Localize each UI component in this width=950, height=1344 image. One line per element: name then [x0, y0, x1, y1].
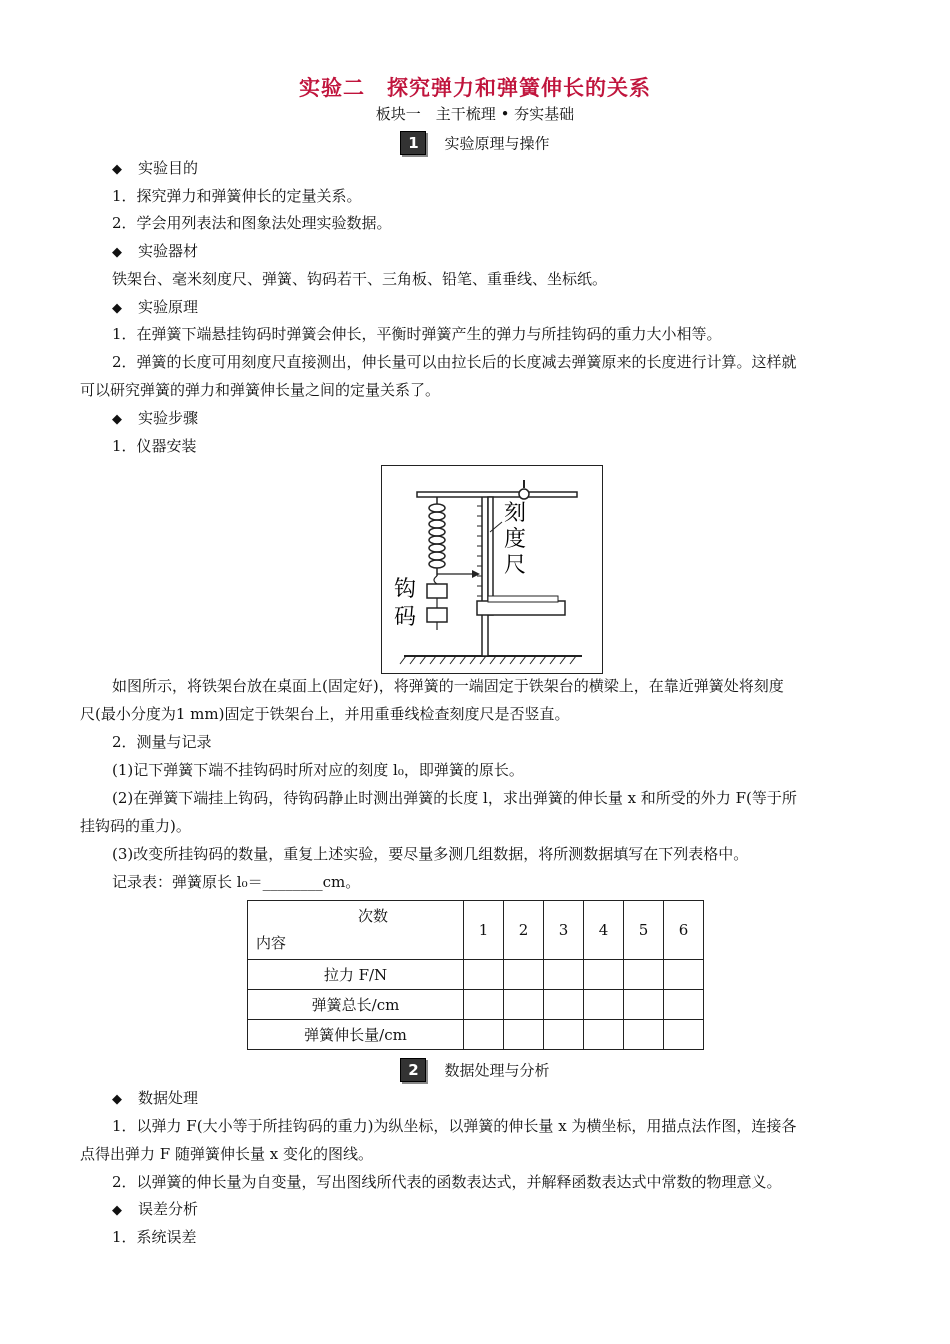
step-measure-heading: 2．测量与记录 [112, 733, 212, 751]
table-row [248, 960, 704, 990]
table-col-header: 1 [464, 901, 504, 960]
bullet-heading-data-processing: ◆ 数据处理 [112, 1084, 198, 1114]
corner-bottom-label: 内容 [256, 934, 287, 952]
section-number-badge: 2 [400, 1058, 426, 1082]
purpose-item-2: 2．学会用列表法和图象法处理实验数据。 [112, 214, 392, 232]
section-header-2 [0, 1058, 950, 1082]
record-caption: 记录表：弹簧原长 l₀＝________cm。 [112, 873, 361, 891]
bullet-heading-error: ◆ 误差分析 [112, 1195, 198, 1225]
table-cell [624, 960, 664, 990]
ruler-label-3: 尺 [504, 553, 527, 578]
table-cell [464, 1020, 504, 1050]
table-cell [544, 960, 584, 990]
table-cell [584, 960, 624, 990]
principle-item-2: 2．弹簧的长度可用刻度尺直接测出，伸长量可以由拉长后的长度减去弹簧原来的长度进行计算。这样就 [112, 353, 797, 371]
table-cell [584, 990, 624, 1020]
bullet-heading-principle: ◆ 实验原理 [112, 293, 198, 323]
ruler-label-2: 度 [504, 527, 527, 552]
table-col-header: 5 [624, 901, 664, 960]
error-item-1: 1．系统误差 [112, 1228, 197, 1246]
weights-label-1: 钩 [394, 577, 417, 602]
table-col-header: 4 [584, 901, 624, 960]
page-title: 实验二 探究弹力和弹簧伸长的关系 [299, 76, 651, 100]
table-cell [504, 960, 544, 990]
table-row-header: 弹簧总长/cm [248, 990, 464, 1020]
table-col-header: 2 [504, 901, 544, 960]
corner-top-label: 次数 [357, 907, 388, 925]
bullet-heading-purpose: ◆ 实验目的 [112, 154, 198, 184]
measure-item-1: (1)记下弹簧下端不挂钩码时所对应的刻度 l₀，即弹簧的原长。 [112, 761, 524, 779]
table-cell [464, 990, 504, 1020]
diamond-bullet-icon: ◆ [112, 1203, 122, 1218]
table-cell [664, 1020, 704, 1050]
diamond-bullet-icon: ◆ [112, 301, 122, 316]
measure-item-3: (3)改变所挂钩码的数量，重复上述实验，要尽量多测几组数据，将所测数据填写在下列表格中。 [112, 845, 749, 863]
diamond-bullet-icon: ◆ [112, 1092, 122, 1107]
table-row-header: 弹簧伸长量/cm [248, 1020, 464, 1050]
bullet-heading-equipment: ◆ 实验器材 [112, 237, 198, 267]
table-row-header: 拉力 F/N [248, 960, 464, 990]
data-proc-line-2: 2．以弹簧的伸长量为自变量，写出图线所代表的函数表达式，并解释函数表达式中常数的物理意义。 [112, 1173, 782, 1191]
table-row [248, 901, 704, 960]
ruler-label-1: 刻 [504, 501, 527, 526]
diamond-bullet-icon: ◆ [112, 245, 122, 260]
data-proc-line-1: 1．以弹力 F(大小等于所挂钩码的重力)为纵坐标，以弹簧的伸长量 x 为横坐标，用描点法作图，连接各 [112, 1117, 797, 1135]
data-proc-line-1-cont: 点得出弹力 F 随弹簧伸长量 x 变化的图线。 [80, 1145, 373, 1163]
table-row [248, 990, 704, 1020]
table-col-header: 3 [544, 901, 584, 960]
equipment-text: 铁架台、毫米刻度尺、弹簧、钩码若干、三角板、铅笔、重垂线、坐标纸。 [112, 270, 608, 288]
measure-item-2-cont: 挂钩码的重力)。 [80, 817, 191, 835]
purpose-item-1: 1．探究弹力和弹簧伸长的定量关系。 [112, 187, 362, 205]
measure-item-2: (2)在弹簧下端挂上钩码，待钩码静止时测出弹簧的长度 l，求出弹簧的伸长量 x 和所受的外力 F(等于所 [112, 789, 797, 807]
table-corner-cell [248, 901, 464, 960]
section-title: 实验原理与操作 [444, 134, 550, 153]
step-install-heading: 1．仪器安装 [112, 437, 197, 455]
bullet-heading-steps: ◆ 实验步骤 [112, 404, 198, 434]
principle-item-2-cont: 可以研究弹簧的弹力和弹簧伸长量之间的定量关系了。 [80, 381, 441, 399]
principle-item-1: 1．在弹簧下端悬挂钩码时弹簧会伸长，平衡时弹簧产生的弹力与所挂钩码的重力大小相等。 [112, 325, 722, 343]
diamond-bullet-icon: ◆ [112, 412, 122, 427]
section-header-1 [0, 131, 950, 155]
section-title: 数据处理与分析 [444, 1061, 550, 1080]
diamond-bullet-icon: ◆ [112, 162, 122, 177]
table-cell [504, 990, 544, 1020]
table-cell [664, 960, 704, 990]
install-desc-line-1: 如图所示，将铁架台放在桌面上(固定好)，将弹簧的一端固定于铁架台的横梁上，在靠近弹簧处将刻度 [112, 677, 784, 695]
section-number-badge: 1 [400, 131, 426, 155]
weights-label-2: 码 [394, 605, 417, 630]
table-col-header: 6 [664, 901, 704, 960]
table-cell [664, 990, 704, 1020]
install-desc-line-2: 尺(最小分度为1 mm)固定于铁架台上，并用重垂线检查刻度尺是否竖直。 [80, 705, 570, 723]
table-cell [624, 990, 664, 1020]
table-cell [464, 960, 504, 990]
table-cell [624, 1020, 664, 1050]
record-table [247, 900, 704, 1050]
table-cell [504, 1020, 544, 1050]
apparatus-figure [381, 465, 603, 674]
table-cell [544, 990, 584, 1020]
apparatus-diagram [382, 466, 602, 673]
page-subtitle: 板块一 主干梳理 • 夯实基础 [375, 105, 575, 123]
table-row [248, 1020, 704, 1050]
table-cell [544, 1020, 584, 1050]
table-cell [584, 1020, 624, 1050]
